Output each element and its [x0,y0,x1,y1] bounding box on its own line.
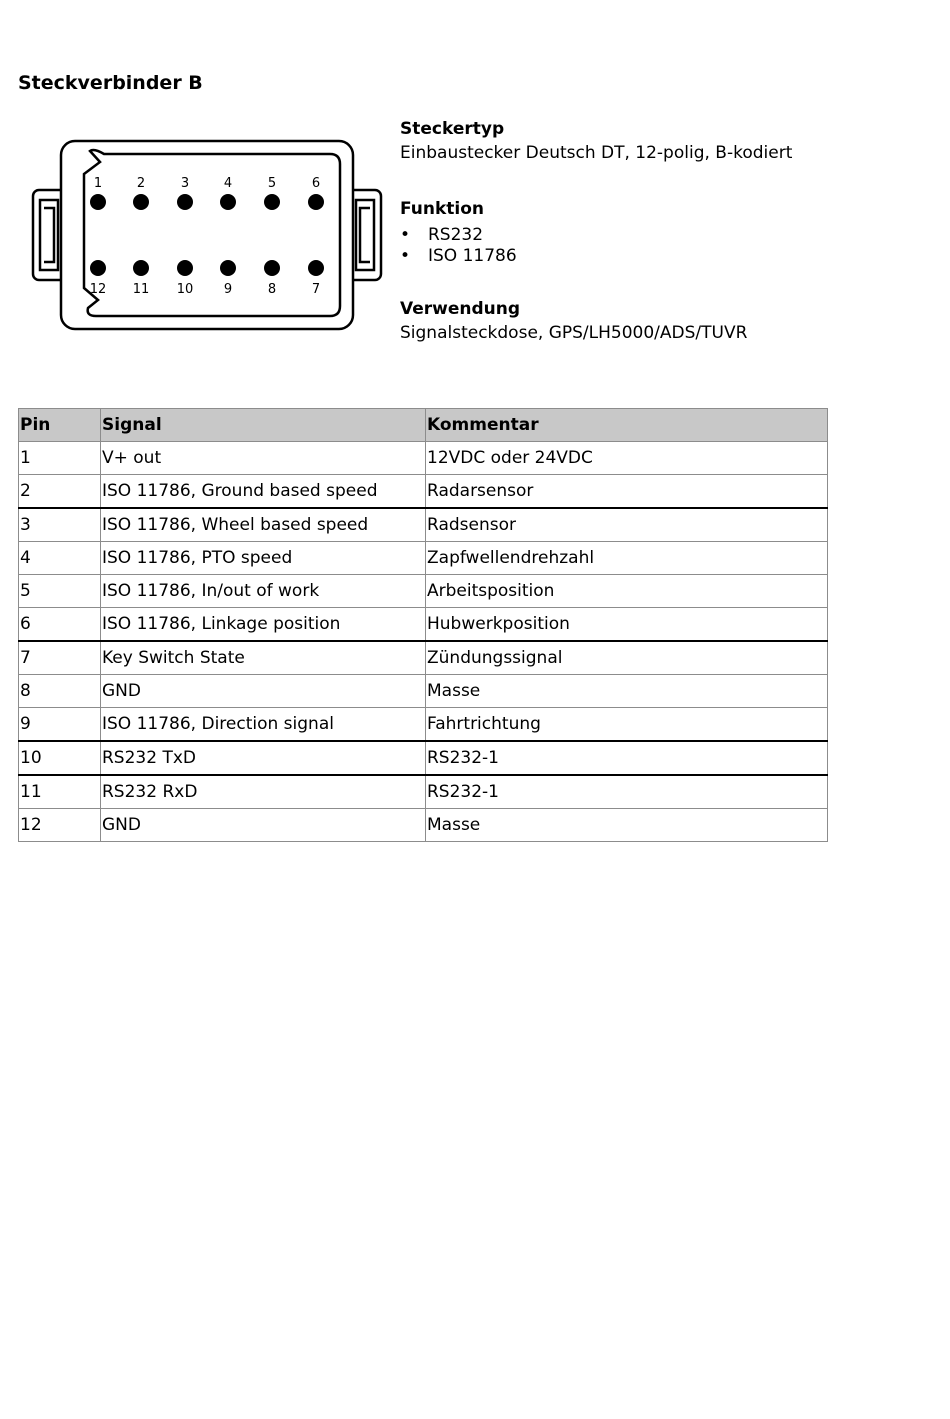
cell-pin: 8 [19,675,101,708]
cell-pin: 9 [19,708,101,742]
cell-signal: ISO 11786, Linkage position [101,608,426,642]
connector-type-heading: Steckertyp [400,119,505,139]
pin-number-label: 10 [176,282,194,297]
function-item-label: RS232 [428,225,484,245]
function-heading: Funktion [400,199,485,219]
pin-contact-7 [308,260,324,276]
header-signal: Signal [101,409,426,442]
cell-comment: RS232-1 [426,741,828,775]
pin-contact-3 [177,194,193,210]
pin-contact-12 [90,260,106,276]
cell-signal: V+ out [101,442,426,475]
cell-signal: GND [101,675,426,708]
cell-comment: Arbeitsposition [426,575,828,608]
table-row [19,775,828,809]
pin-contact-1 [90,194,106,210]
table-row [19,809,828,842]
usage-text: Signalsteckdose, GPS/LH5000/ADS/TUVR [400,323,748,343]
cell-comment: Radarsensor [426,475,828,509]
cell-comment: Zapfwellendrehzahl [426,542,828,575]
cell-comment: RS232-1 [426,775,828,809]
pin-contact-9 [220,260,236,276]
function-list [400,225,517,267]
table-row [19,708,828,742]
cell-comment: Radsensor [426,508,828,542]
cell-pin: 5 [19,575,101,608]
pin-assignment-table [18,408,828,842]
pin-number-label: 9 [223,282,233,297]
pin-number-label: 1 [93,176,103,191]
connector-face-inner [84,150,340,316]
cell-comment: Masse [426,809,828,842]
cell-signal: ISO 11786, Direction signal [101,708,426,742]
cell-pin: 3 [19,508,101,542]
cell-pin: 2 [19,475,101,509]
pin-contact-11 [133,260,149,276]
table-header-row [19,409,828,442]
cell-comment: Zündungssignal [426,641,828,675]
cell-signal: ISO 11786, Ground based speed [101,475,426,509]
header-comment: Kommentar [426,409,828,442]
pin-number-label: 6 [311,176,321,191]
pin-number-label: 5 [267,176,277,191]
pin-number-label: 12 [89,282,107,297]
table-row [19,542,828,575]
cell-signal: ISO 11786, PTO speed [101,542,426,575]
cell-signal: ISO 11786, Wheel based speed [101,508,426,542]
cell-pin: 4 [19,542,101,575]
function-item-label: ISO 11786 [428,246,517,266]
cell-comment: 12VDC oder 24VDC [426,442,828,475]
table-row [19,508,828,542]
table-row [19,608,828,642]
cell-signal: RS232 RxD [101,775,426,809]
pin-contact-5 [264,194,280,210]
pin-contact-4 [220,194,236,210]
table-row [19,575,828,608]
pin-contact-6 [308,194,324,210]
pin-number-label: 8 [267,282,277,297]
table-row [19,675,828,708]
pin-contact-2 [133,194,149,210]
usage-heading: Verwendung [400,299,521,319]
pin-contact-10 [177,260,193,276]
connector-type-text: Einbaustecker Deutsch DT, 12-polig, B-kodiert [400,143,793,163]
cell-pin: 1 [19,442,101,475]
cell-pin: 12 [19,809,101,842]
cell-signal: RS232 TxD [101,741,426,775]
table-row [19,475,828,509]
header-pin: Pin [19,409,101,442]
cell-comment: Fahrtrichtung [426,708,828,742]
section-connector-type [400,118,792,166]
cell-signal: GND [101,809,426,842]
section-function [400,198,517,267]
section-usage [400,298,747,346]
cell-pin: 11 [19,775,101,809]
table-row [19,741,828,775]
list-item [400,225,517,246]
cell-pin: 10 [19,741,101,775]
cell-comment: Hubwerkposition [426,608,828,642]
bullet-icon: • [400,225,411,245]
pin-number-label: 2 [136,176,146,191]
cell-comment: Masse [426,675,828,708]
connector-diagram [30,138,384,332]
bullet-icon: • [400,246,411,266]
cell-signal: ISO 11786, In/out of work [101,575,426,608]
table-row [19,641,828,675]
cell-pin: 7 [19,641,101,675]
pin-number-label: 7 [311,282,321,297]
pin-number-label: 4 [223,176,233,191]
list-item [400,246,517,267]
pin-number-label: 3 [180,176,190,191]
pin-number-label: 11 [132,282,150,297]
cell-pin: 6 [19,608,101,642]
cell-signal: Key Switch State [101,641,426,675]
table-row [19,442,828,475]
pin-contact-8 [264,260,280,276]
page-title: Steckverbinder B [18,72,203,94]
